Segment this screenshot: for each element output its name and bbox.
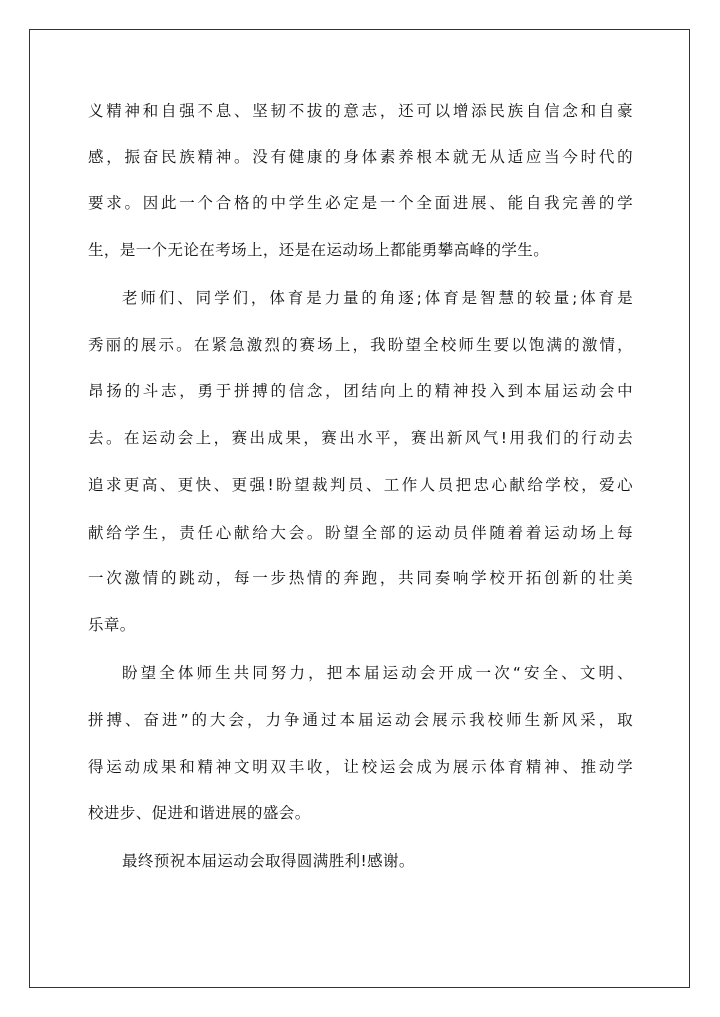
text-line: 义精神和自强不息、坚韧不拔的意志，还可以增添民族自信念和自豪	[88, 102, 633, 120]
text-line: 拼搏、奋进”的大会，力争通过本届运动会展示我校师生新风采，取	[88, 711, 633, 729]
closing-line: 最终预祝本届运动会取得圆满胜利!感谢。	[122, 852, 415, 870]
text-line: 要求。因此一个合格的中学生必定是一个全面进展、能自我完善的学	[88, 194, 633, 212]
text-line: 感，振奋民族精神。没有健康的身体素养根本就无从适应当今时代的	[88, 148, 633, 166]
text-line: 得运动成果和精神文明双丰收，让校运会成为展示体育精神、推动学	[88, 758, 633, 776]
text-line: 献给学生，责任心献给大会。盼望全部的运动员伴随着着运动场上每	[88, 524, 633, 542]
text-line: 校进步、促进和谐进展的盛会。	[88, 804, 311, 822]
text-line: 乐章。	[88, 616, 136, 634]
page-border	[29, 29, 690, 988]
paragraph-first-line: 盼望全体师生共同努力，把本届运动会开成一次“安全、文明、	[122, 664, 633, 682]
text-line: 秀丽的展示。在紧急激烈的赛场上，我盼望全校师生要以饱满的激情，	[88, 336, 633, 354]
text-line: 昂扬的斗志，勇于拼搏的信念，团结向上的精神投入到本届运动会中	[88, 382, 633, 400]
paragraph-first-line: 老师们、同学们，体育是力量的角逐;体育是智慧的较量;体育是	[122, 289, 633, 307]
text-line: 生，是一个无论在考场上，还是在运动场上都能勇攀高峰的学生。	[88, 241, 550, 259]
text-line: 追求更高、更快、更强!盼望裁判员、工作人员把忠心献给学校，爱心	[88, 476, 633, 494]
text-line: 去。在运动会上，赛出成果，赛出水平，赛出新风气!用我们的行动去	[88, 429, 633, 447]
text-line: 一次激情的跳动，每一步热情的奔跑，共同奏响学校开拓创新的壮美	[88, 569, 633, 587]
